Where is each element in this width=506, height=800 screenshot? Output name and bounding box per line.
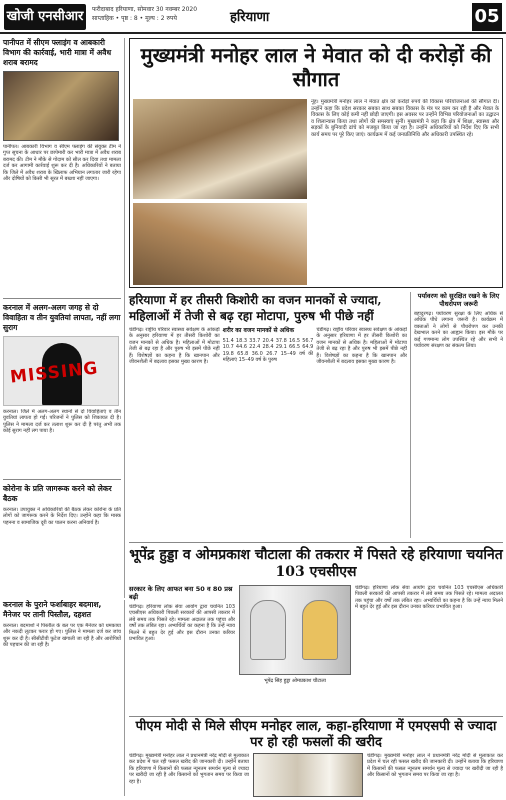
- hooda-side-text: चंडीगढ़। हरियाणा लोक सेवा आयोग द्वारा चयनित 103 एचसीएस अधिकारी पिछली सरकारों की आपसी तकरार में लंबे समय तक पिसते रहे। मामला अदालत तक पहुंचा और वर्षों तक लंबित रहा। अभ्यर्थियों का कहना है कि उन्हें न्याय मिलने में बहुत देर हुई और इस दौरान उनका करियर प्रभावित हुआ।: [129, 604, 235, 643]
- main-photo-2: [133, 203, 307, 285]
- pm-headline: पीएम मोदी से मिले सीएम मनोहर लाल, कहा-हरियाणा में एमएसपी से ज्यादा पर हो रही फसलों की खरीद: [135, 719, 497, 750]
- hooda-left: [129, 585, 235, 704]
- hooda-side-headline: सरकार के लिए आफत बना 50 व 80 प्रश्न बढ़ी: [129, 585, 233, 601]
- pm-text-continued: चंडीगढ़। मुख्यमंत्री मनोहर लाल ने प्रधानमंत्री नरेंद्र मोदी से मुलाकात कर प्रदेश में चल रही फसल खरीद की जानकारी दी। उन्होंने बताया कि हरियाणा में किसानों की फसल न्यूनतम समर्थन मूल्य से ज्यादा पर खरीदी जा रही है और किसानों को भुगतान समय पर किया जा रहा है।: [367, 753, 503, 779]
- main-photos: [133, 99, 307, 285]
- story2-headline: करनाल में अलग-अलग जगह से दो विवाहिता व तीन युवतियां लापता, नहीं लगा सुराग: [3, 303, 121, 332]
- left-column: [3, 38, 125, 598]
- story2-text: करनाल। जिले में अलग-अलग स्थानों से दो विवाहिताएं व तीन युवतियां लापता हो गईं। परिजनों ने पुलिस को शिकायत दी है। पुलिस ने मामला दर्ज कर तलाश शुरू कर दी है परंतु अभी तक कोई सुराग नहीं लग पाया है।: [3, 409, 121, 435]
- person-icon: [302, 600, 338, 660]
- story4-headline: करनाल के पुराने फर्शाबाहर बदमाश, मैनेजर पर तानी पिस्तौल, दहशत: [3, 600, 102, 619]
- pm-photo: [253, 753, 363, 797]
- obesity-text-continued: चंडीगढ़। राष्ट्रीय परिवार स्वास्थ्य सर्वेक्षण के आंकड़ों के अनुसार हरियाणा में हर तीसरी किशोरी का वजन मानकों से अधिक है। महिलाओं में मोटापा तेजी से बढ़ रहा है और पुरुष भी इसमें पीछे नहीं हैं। विशेषज्ञों का कहना है कि खानपान और जीवनशैली में बदलाव इसका मुख्य कारण है।: [316, 327, 408, 366]
- person-icon: [250, 600, 286, 660]
- hooda-caption: भूपेंद्र सिंह हुड्डा ओमप्रकाश चौटाला: [264, 678, 326, 684]
- sidebar-headline: पर्यावरण को सुरक्षित रखने के लिए पौधरोपण जरूरी: [417, 292, 500, 308]
- story3-text: करनाल। उपायुक्त ने अधिकारियों की बैठक लेकर कोरोना के प्रति लोगों को जागरूक करने के निर्देश दिए। उन्होंने कहा कि मास्क पहनना व सामाजिक दूरी का पालन करना अनिवार्य है।: [3, 507, 121, 526]
- missing-image: [3, 336, 119, 406]
- missing-label: MISSING: [9, 358, 100, 388]
- story1-text: पानीपत। आबकारी विभाग व सीएम फ्लाइंग की संयुक्त टीम ने गुप्त सूचना के आधार पर छापेमारी कर भारी मात्रा में अवैध शराब बरामद की। टीम ने मौके से गोदाम को सील कर दिया तथा मामला दर्ज कर आगामी कार्रवाई शुरू कर दी है। अधिकारियों ने बताया कि जिले में अवैध शराब के खिलाफ अभियान लगातार जारी रहेगा और दोषियों को किसी भी सूरत में बख्शा नहीं जाएगा।: [3, 144, 121, 183]
- main-story-text: नूंह। मुख्यमंत्री मनोहर लाल ने मेवात क्षेत्र को करोड़ों रुपये की विकास परियोजनाओं की सौगात दी। उन्होंने कहा कि प्रदेश सरकार सबका साथ सबका विकास के मंत्र पर काम कर रही है और मेवात के विकास के लिए कोई कमी नहीं छोड़ी जाएगी। इस अवसर पर उन्होंने विभिन्न परियोजनाओं का उद्घाटन व शिलान्यास किया तथा लोगों की समस्याएं सुनीं। मुख्यमंत्री ने कहा कि क्षेत्र में शिक्षा, स्वास्थ्य और सड़कों के बुनियादी ढांचे को मजबूत किया जा रहा है। उन्होंने अधिकारियों को निर्देश दिए कि सभी कार्य समय पर पूरे किए जाएं। कार्यक्रम में कई जनप्रतिनिधि और अधिकारी उपस्थित रहे।: [311, 99, 499, 138]
- pm-text: चंडीगढ़। मुख्यमंत्री मनोहर लाल ने प्रधानमंत्री नरेंद्र मोदी से मुलाकात कर प्रदेश में चल रही फसल खरीद की जानकारी दी। उन्होंने बताया कि हरियाणा में किसानों की फसल न्यूनतम समर्थन मूल्य से ज्यादा पर खरीदी जा रही है और किसानों को भुगतान समय पर किया जा रहा है।: [129, 753, 249, 785]
- hooda-text: चंडीगढ़। हरियाणा लोक सेवा आयोग द्वारा चयनित 103 एचसीएस अधिकारी पिछली सरकारों की आपसी तकरार में लंबे समय तक पिसते रहे। मामला अदालत तक पहुंचा और वर्षों तक लंबित रहा। अभ्यर्थियों का कहना है कि उन्हें न्याय मिलने में बहुत देर हुई और इस दौरान उनका करियर प्रभावित हुआ।: [355, 585, 503, 611]
- main-photo-1: [133, 99, 307, 199]
- newspaper-logo: खोजी एनसीआर: [4, 4, 86, 30]
- pm-story: [129, 716, 503, 798]
- story4-text: करनाल। बदमाशों ने पिस्तौल के बल पर एक मैनेजर को धमकाया और नकदी लूटकर फरार हो गए। पुलिस ने मामला दर्ज कर जांच शुरू कर दी है। सीसीटीवी फुटेज खंगाली जा रही है और आरोपियों की पहचान की जा रही है।: [3, 623, 121, 649]
- divider: [3, 298, 121, 299]
- header-meta: [92, 5, 197, 23]
- obesity-story: [129, 292, 407, 538]
- main-headline: मुख्यमंत्री मनोहर लाल ने मेवात को दी करोड़ों की सौगात: [140, 43, 492, 91]
- obesity-body: [129, 327, 407, 528]
- obesity-text: चंडीगढ़। राष्ट्रीय परिवार स्वास्थ्य सर्वेक्षण के आंकड़ों के अनुसार हरियाणा में हर तीसरी किशोरी का वजन मानकों से अधिक है। महिलाओं में मोटापा तेजी से बढ़ रहा है और पुरुष भी इसमें पीछे नहीं हैं। विशेषज्ञों का कहना है कि खानपान और जीवनशैली में बदलाव इसका मुख्य कारण है।: [129, 327, 220, 366]
- story3-headline: कोरोना के प्रति जागरूक करने को लेकर बैठक: [3, 484, 112, 503]
- page-header: [0, 0, 506, 34]
- obesity-stats: [223, 327, 314, 528]
- obesity-stats-text: 51.4 18.3 33.7 20.4 37.8 16.5 56.7 10.7 44.6 22.4 28.4 29.1 66.5 64.9 19.8 65.8 36.0 26.7 15–49 वर्ष की महिलाएं 15–49 वर्ष के पुरुष: [222, 338, 314, 364]
- hooda-story: [129, 542, 503, 714]
- pm-body: [129, 753, 503, 797]
- main-story: [129, 38, 503, 288]
- right-sidebar-story: [410, 292, 503, 538]
- header-info: साप्ताहिक • पृष्ठ : 8 • मूल्य : 2 रुपये: [92, 15, 177, 22]
- divider: [3, 479, 121, 480]
- left-bottom-column: [3, 600, 125, 796]
- story1-headline: पानीपत में सीएम फ्लाइंग व आबकारी विभाग की कार्रवाई, भारी मात्रा में अवैध शराब बरामद: [3, 38, 112, 67]
- obesity-subhead: शरीर का वजन मानकों से अधिक: [222, 327, 295, 334]
- hooda-headline: भूपेंद्र हुड्डा व ओमप्रकाश चौटाला की तकरार में पिसते रहे हरियाणा चयनित 103 एचसीएस: [129, 547, 503, 580]
- page-number: 05: [472, 3, 502, 31]
- header-date: फरीदाबाद हरियाणा, सोमवार 30 नवम्बर 2020: [92, 6, 198, 13]
- section-title: हरियाणा: [230, 10, 270, 25]
- hooda-body: [129, 583, 503, 713]
- hooda-chautala-photo: [239, 585, 351, 675]
- story1-photo: [3, 71, 119, 141]
- sidebar-text: बहादुरगढ़। पर्यावरण सुरक्षा के लिए अधिक से अधिक पौधे लगाना जरूरी है। कार्यक्रम में वक्ताओं ने लोगों से पौधरोपण कर उनकी देखभाल करने का आह्वान किया। इस मौके पर कई गणमान्य लोग उपस्थित रहे और सभी ने पर्यावरण संरक्षण का संकल्प लिया।: [414, 311, 503, 350]
- obesity-headline: हरियाणा में हर तीसरी किशोरी का वजन मानकों से ज्यादा, महिलाओं में तेजी से बढ़ रहा मोटापा, पुरुष भी पीछे नहीं: [129, 293, 382, 323]
